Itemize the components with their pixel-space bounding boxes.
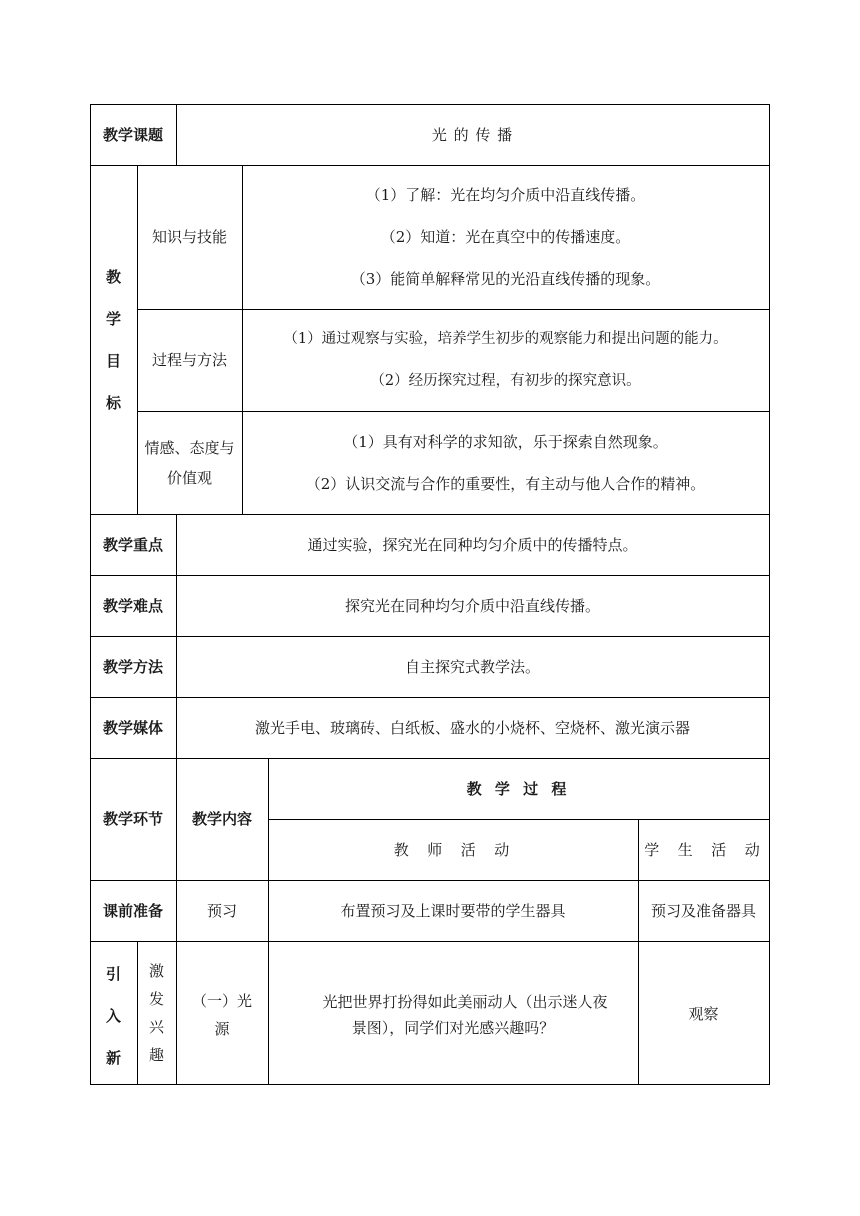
student-activity-header: 学 生 活 动 [644,840,763,859]
objectives-label: 教 学 目 标 [105,267,121,412]
topic-value: 光 的 传 播 [431,125,514,144]
difficulty-label: 教学难点 [102,596,163,615]
objective-knowledge-label: 知识与技能 [151,228,227,246]
intro-student-activity: 观察 [688,1005,719,1023]
objective-attitude-content: （1）具有对科学的求知欲，乐于探索自然现象。 （2）认识交流与合作的重要性，有主动与他人合作的精神。 [305,432,706,493]
intro-content: （一）光 源 [191,992,252,1038]
table-border-bottom [90,1084,770,1085]
intro-stage: 引 入 新 [105,965,121,1067]
content-header: 教学内容 [191,810,252,828]
objective-process-content: （1）通过观察与实验，培养学生初步的观察能力和提出问题的能力。 （2）经历探究过程，有初步的探究意识。 [283,331,728,389]
intro-substage: 激 发 兴 趣 [148,961,164,1064]
process-header: 教 学 过 程 [466,779,571,798]
prep-content: 预习 [206,901,237,920]
objective-process-label: 过程与方法 [151,351,227,369]
media-value: 激光手电、玻璃砖、白纸板、盛水的小烧杯、空烧杯、激光演示器 [254,718,690,737]
intro-teacher-activity: 光把世界打扮得如此美丽动人（出示迷人夜 景图），同学们对光感兴趣吗？ [322,993,608,1037]
stage-header: 教学环节 [102,810,163,828]
prep-teacher-activity: 布置预习及上课时要带的学生器具 [340,901,566,920]
difficulty-value: 探究光在同种均匀介质中沿直线传播。 [344,596,600,615]
key-point-label: 教学重点 [102,535,163,554]
key-point-value: 通过实验，探究光在同种均匀介质中的传播特点。 [307,535,638,554]
objective-attitude-label: 情感、态度与 价值观 [144,438,235,487]
media-label: 教学媒体 [102,718,163,737]
topic-label: 教学课题 [102,125,163,144]
prep-student-activity: 预习及准备器具 [650,901,756,920]
prep-stage: 课前准备 [102,901,163,920]
method-label: 教学方法 [102,657,163,676]
table-border-right [769,104,770,1085]
method-value: 自主探究式教学法。 [404,657,540,676]
objective-knowledge-content: （1）了解：光在均匀介质中沿直线传播。 （2）知道：光在真空中的传播速度。 （3）能简单解释常见的光沿直线传播的现象。 [350,186,661,288]
teacher-activity-header: 教 师 活 动 [393,840,513,859]
